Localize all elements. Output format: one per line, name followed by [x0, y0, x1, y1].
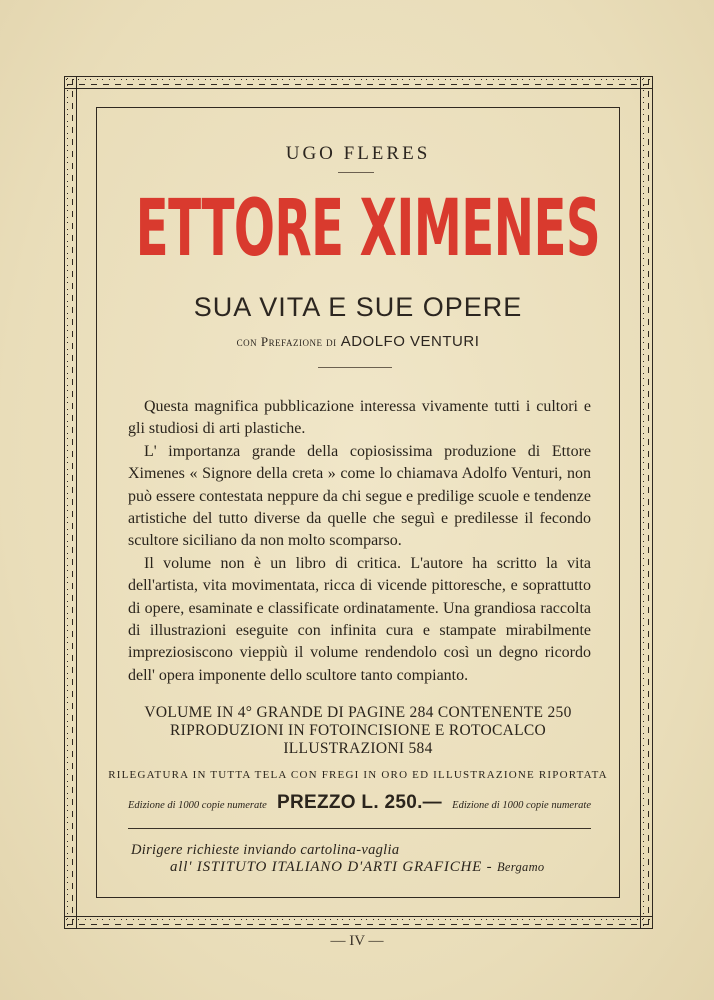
specs-line-1: VOLUME IN 4° GRANDE DI PAGINE 284 CONTENENTE 250: [144, 704, 572, 721]
description-text: [128, 396, 591, 687]
book-subtitle: SUA VITA E SUE OPERE: [193, 292, 523, 322]
order-line-1: Dirigere richieste inviando cartolina-vaglia: [131, 842, 400, 858]
book-title: ETTORE XIMENES: [135, 184, 601, 274]
order-rule: [128, 828, 591, 829]
edition-right: Edizione di 1000 copie numerate: [452, 800, 591, 811]
order-line-2: [170, 859, 544, 876]
price: PREZZO L. 250.—: [277, 792, 442, 813]
specs-line-2: RIPRODUZIONI IN FOTOINCISIONE E ROTOCALCO: [170, 722, 546, 739]
binding-note: RILEGATURA IN TUTTA TELA CON FREGI IN ORO ED ILLUSTRAZIONE RIPORTATA: [108, 769, 608, 781]
paragraph-2: L' importanza grande della copiosissima produzione di Ettore Ximenes « Signore della creta » come lo chiamava Adolfo Venturi, non può essere contestata neppure da chi segue e predilige scuole e tendenze artistiche del tutto diverse da quelle che seguì e predilesse il fecondo scultore siciliano da non molto scomparso.: [128, 442, 591, 550]
preface-line: [96, 333, 620, 351]
page-number: — IV —: [330, 933, 384, 949]
preface-name: ADOLFO VENTURI: [340, 333, 480, 350]
preface-rule: [318, 367, 392, 368]
specs-line-3: ILLUSTRAZIONI 584: [283, 740, 433, 757]
author-name: UGO FLERES: [285, 143, 431, 164]
volume-specs: [96, 704, 620, 758]
author-rule: [338, 172, 374, 173]
publisher-name: all' ISTITUTO ITALIANO D'ARTI GRAFICHE -: [170, 859, 497, 875]
price-row: [128, 792, 591, 814]
border-left: [64, 76, 77, 929]
border-right: [640, 76, 653, 929]
border-top: [64, 76, 653, 89]
border-bottom: [64, 916, 653, 929]
preface-prefix: con Prefazione di: [236, 334, 337, 349]
publisher-city: Bergamo: [497, 860, 545, 874]
paragraph-1: Questa magnifica pubblicazione interessa vivamente tutti i cultori e gli studiosi di arti plastiche.: [128, 398, 591, 438]
edition-left: Edizione di 1000 copie numerate: [128, 800, 267, 811]
paragraph-3: Il volume non è un libro di critica. L'autore ha scritto la vita dell'artista, vita movimentata, ricca di vicende pittoresche, e soprattutto di opere, esaminate e classificate ordinatamente. Una grandiosa raccolta di illustrazioni eseguite con infinita cura e stampate mirabilmente impreziosiscono vieppiù il volume rendendolo così un degno ricordo dell' opera imponente dello scultore tanto compianto.: [128, 554, 591, 684]
